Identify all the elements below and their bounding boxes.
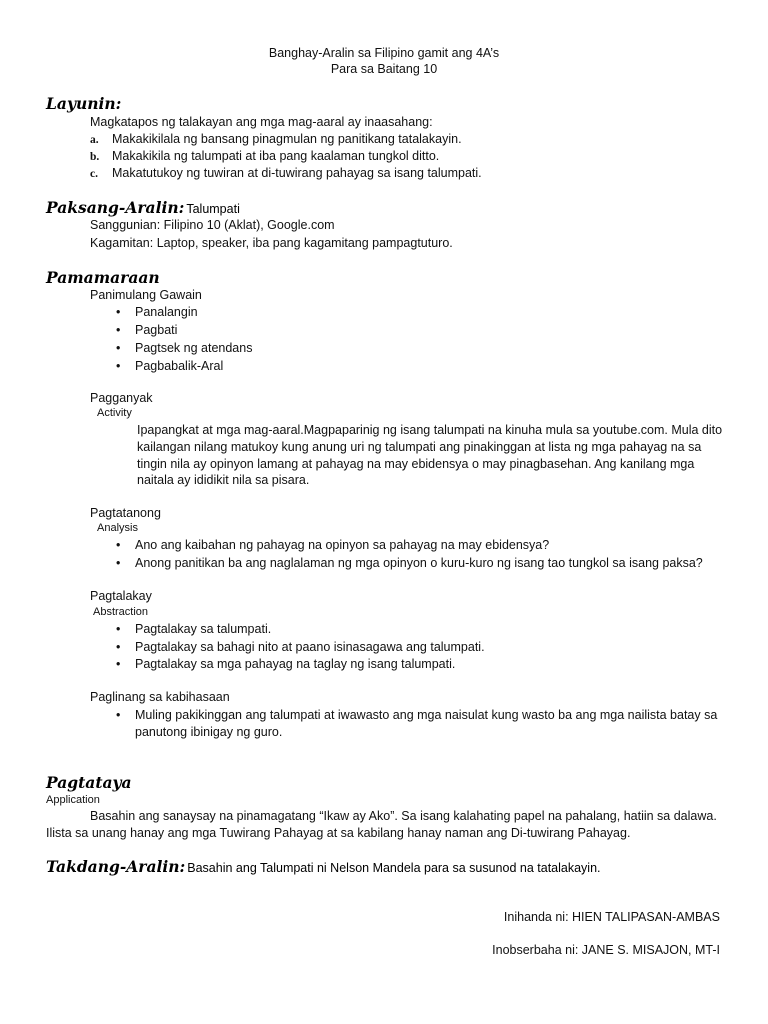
bullet-text: Pagbati bbox=[135, 323, 178, 337]
layunin-intro: Magkatapos ng talakayan ang mga mag-aaral ay inaasahang: bbox=[90, 115, 433, 129]
pagtataya-text-line: Ilista sa unang hanay ang mga Tuwirang Pahayag at sa kabilang hanay naman ang Di-tuwirang Pahayag. bbox=[46, 826, 631, 840]
paksang-aralin-topic: Talumpati bbox=[186, 202, 240, 216]
bullet-icon: • bbox=[116, 538, 121, 552]
bullet-text: Pagtsek ng atendans bbox=[135, 341, 253, 355]
pagganyak-text-line: tingin nila ay opinyon lamang at pahayag na may ebidensya o may pinagbasehan. Ang kanilang mga bbox=[137, 457, 695, 471]
sanggunian-line: Sanggunian: Filipino 10 (Aklat), Google.com bbox=[90, 218, 335, 232]
document-subtitle: Para sa Baitang 10 bbox=[330, 62, 438, 76]
objective-item bbox=[90, 132, 462, 146]
takdang-aralin-heading bbox=[46, 857, 601, 876]
prepared-by: Inihanda ni: HIEN TALIPASAN-AMBAS bbox=[503, 910, 720, 924]
analysis-label: Analysis bbox=[97, 522, 138, 534]
pagganyak-text-line: naitala ay ididikit nila sa pisara. bbox=[137, 473, 310, 487]
pagganyak-text-line: kailangan nilang matukoy kung anung uri ng talumpati ang pinakinggan at lista ng mga pahayag na sa bbox=[137, 440, 702, 454]
bullet-text: Ano ang kaibahan ng pahayag na opinyon sa pahayag na may ebidensya? bbox=[135, 538, 550, 552]
pagtatanong-label: Pagtatanong bbox=[90, 506, 161, 520]
takdang-aralin-label: Takdang-Aralin: bbox=[46, 857, 186, 876]
pagtalakay-label: Pagtalakay bbox=[90, 589, 152, 603]
pagtataya-heading: Pagtataya bbox=[46, 773, 132, 792]
panimulang-gawain-label: Panimulang Gawain bbox=[90, 288, 202, 302]
observed-by: Inobserbaha ni: JANE S. MISAJON, MT-I bbox=[492, 943, 720, 957]
bullet-icon: • bbox=[116, 708, 121, 722]
takdang-aralin-text: Basahin ang Talumpati ni Nelson Mandela para sa susunod na tatalakayin. bbox=[187, 861, 601, 875]
paglinang-label: Paglinang sa kabihasaan bbox=[90, 690, 230, 704]
kagamitan-line: Kagamitan: Laptop, speaker, iba pang kagamitang pampagtuturo. bbox=[90, 236, 453, 250]
pagtataya-text-line: Basahin ang sanaysay na pinamagatang “Ikaw ay Ako”. Sa isang kalahating papel na pahalang, hatiin sa dalawa. bbox=[90, 809, 717, 823]
pagganyak-label: Pagganyak bbox=[90, 391, 153, 405]
bullet-icon: • bbox=[116, 341, 121, 355]
bullet-text: Muling pakikinggan ang talumpati at iwawasto ang mga naisulat kung wasto ba ang mga nailista batay sa bbox=[135, 708, 718, 722]
bullet-icon: • bbox=[116, 640, 121, 654]
application-label: Application bbox=[46, 794, 100, 806]
bullet-icon: • bbox=[116, 622, 121, 636]
objective-item bbox=[90, 149, 439, 163]
bullet-icon: • bbox=[116, 323, 121, 337]
bullet-text: Pagtalakay sa mga pahayag na taglay ng isang talumpati. bbox=[135, 657, 456, 671]
bullet-icon: • bbox=[116, 305, 121, 319]
objective-text: Makatutukoy ng tuwiran at di-tuwirang pahayag sa isang talumpati. bbox=[112, 166, 482, 180]
bullet-icon: • bbox=[116, 359, 121, 373]
objective-text: Makakikilala ng bansang pinagmulan ng panitikang tatalakayin. bbox=[112, 132, 462, 146]
bullet-text: Pagbabalik-Aral bbox=[135, 359, 224, 373]
bullet-text: Panalangin bbox=[135, 305, 198, 319]
bullet-continuation: panutong ibinigay ng guro. bbox=[135, 725, 283, 739]
objective-marker: a. bbox=[90, 134, 99, 146]
layunin-heading: Layunin: bbox=[46, 94, 122, 113]
document-title: Banghay-Aralin sa Filipino gamit ang 4A’s bbox=[268, 46, 500, 60]
pamamaraan-heading: Pamamaraan bbox=[46, 268, 160, 287]
objective-item bbox=[90, 166, 482, 180]
bullet-icon: • bbox=[116, 657, 121, 671]
abstraction-label: Abstraction bbox=[93, 606, 149, 618]
paksang-aralin-heading bbox=[46, 198, 240, 217]
bullet-text: Anong panitikan ba ang naglalaman ng mga opinyon o kuru-kuro ng isang tao tungkol sa isang paksa? bbox=[135, 556, 703, 570]
objective-text: Makakikila ng talumpati at iba pang kaalaman tungkol ditto. bbox=[112, 149, 440, 163]
pagganyak-text-line: Ipapangkat at mga mag-aaral.Magpaparinig ng isang talumpati na kinuha mula sa youtube.com. Mula dito bbox=[137, 423, 723, 437]
bullet-icon: • bbox=[116, 556, 121, 570]
paksang-aralin-label: Paksang-Aralin: bbox=[46, 198, 185, 217]
bullet-text: Pagtalakay sa bahagi nito at paano isinasagawa ang talumpati. bbox=[135, 640, 485, 654]
objective-marker: b. bbox=[90, 151, 100, 163]
bullet-text: Pagtalakay sa talumpati. bbox=[135, 622, 272, 636]
activity-label: Activity bbox=[97, 407, 132, 419]
objective-marker: c. bbox=[90, 168, 98, 180]
